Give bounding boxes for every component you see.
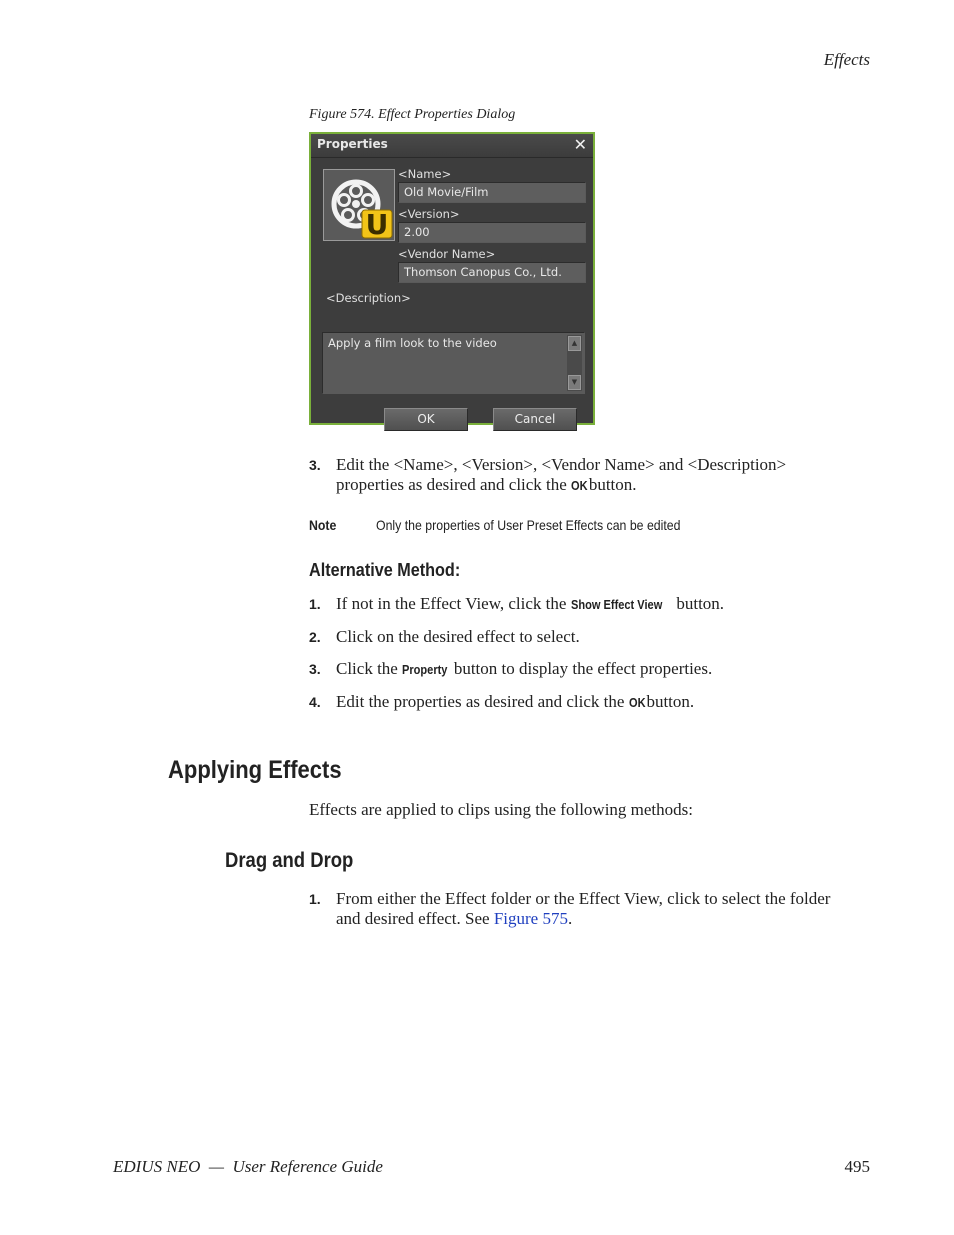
cancel-button[interactable]: Cancel xyxy=(493,408,577,431)
step-text xyxy=(336,627,580,647)
ui-term: Show Effect View xyxy=(570,597,662,612)
text-run: button. xyxy=(672,594,725,613)
step-number: 1. xyxy=(309,596,321,612)
step-number: 4. xyxy=(309,694,321,710)
text-run: Edit the properties as desired and click the xyxy=(336,692,629,711)
step-text xyxy=(336,889,896,929)
figure-caption: Figure 574. Effect Properties Dialog xyxy=(309,107,516,122)
ui-term: OK xyxy=(571,478,588,493)
step-line xyxy=(336,475,876,496)
text-run: properties as desired and click the xyxy=(336,475,572,494)
vendor-name-field[interactable]: Thomson Canopus Co., Ltd. xyxy=(398,262,586,283)
dialog-body xyxy=(311,158,593,426)
text-run: Click on the desired effect to select. xyxy=(336,627,580,646)
step-number: 2. xyxy=(309,629,321,645)
name-label: <Name> xyxy=(398,167,452,181)
scroll-up-icon[interactable]: ▲ xyxy=(568,336,581,351)
figure-link[interactable]: Figure 575 xyxy=(493,909,568,928)
text-run: button. xyxy=(642,692,695,711)
text-run: button. xyxy=(584,475,637,494)
text-run: . xyxy=(567,909,573,928)
step-line xyxy=(336,909,896,929)
step-text xyxy=(336,455,876,496)
version-label: <Version> xyxy=(398,207,460,221)
ui-term: OK xyxy=(628,695,646,710)
description-scrollbar[interactable] xyxy=(567,335,582,391)
note-label: Note xyxy=(309,517,337,533)
step-number: 3. xyxy=(309,457,321,473)
description-field[interactable] xyxy=(322,332,585,394)
ui-term: Property xyxy=(402,662,448,677)
step-text xyxy=(336,659,712,680)
step-text xyxy=(336,594,724,615)
section-heading: Applying Effects xyxy=(168,756,342,784)
step-number: 1. xyxy=(309,891,321,907)
user-badge: U xyxy=(365,208,389,240)
dialog-title: Properties xyxy=(317,137,388,151)
section-intro: Effects are applied to clips using the following methods: xyxy=(309,800,693,819)
step-text xyxy=(336,692,694,713)
effect-icon xyxy=(323,169,395,241)
vendor-name-label: <Vendor Name> xyxy=(398,247,496,261)
version-field[interactable]: 2.00 xyxy=(398,222,586,243)
properties-dialog xyxy=(309,132,595,425)
description-text: Apply a film look to the video xyxy=(328,336,497,350)
text-run: and desired effect. See xyxy=(336,909,494,928)
running-header-section: Effects xyxy=(823,50,870,69)
subsection-heading: Drag and Drop xyxy=(225,849,354,872)
step-line: From either the Effect folder or the Effect View, click to select the folder xyxy=(336,889,831,908)
film-reel-icon xyxy=(324,170,394,240)
text-run: button to display the effect properties. xyxy=(449,659,713,678)
step-number: 3. xyxy=(309,661,321,677)
dialog-title-bar xyxy=(311,134,593,158)
section-subheading: Alternative Method: xyxy=(309,560,461,580)
scroll-down-icon[interactable]: ▼ xyxy=(568,375,581,390)
page-number: 495 xyxy=(844,1157,870,1176)
description-label: <Description> xyxy=(326,291,411,305)
name-field[interactable]: Old Movie/Film xyxy=(398,182,586,203)
text-run: Click the xyxy=(336,659,403,678)
ok-button[interactable]: OK xyxy=(384,408,468,431)
close-icon[interactable]: ✕ xyxy=(573,135,587,154)
text-run: If not in the Effect View, click the xyxy=(336,594,571,613)
note-text: Only the properties of User Preset Effects can be edited xyxy=(376,517,681,533)
step-line: Edit the <Name>, <Version>, <Vendor Name> and <Description> xyxy=(336,455,787,474)
footer-guide-title: EDIUS NEO — User Reference Guide xyxy=(113,1157,383,1176)
